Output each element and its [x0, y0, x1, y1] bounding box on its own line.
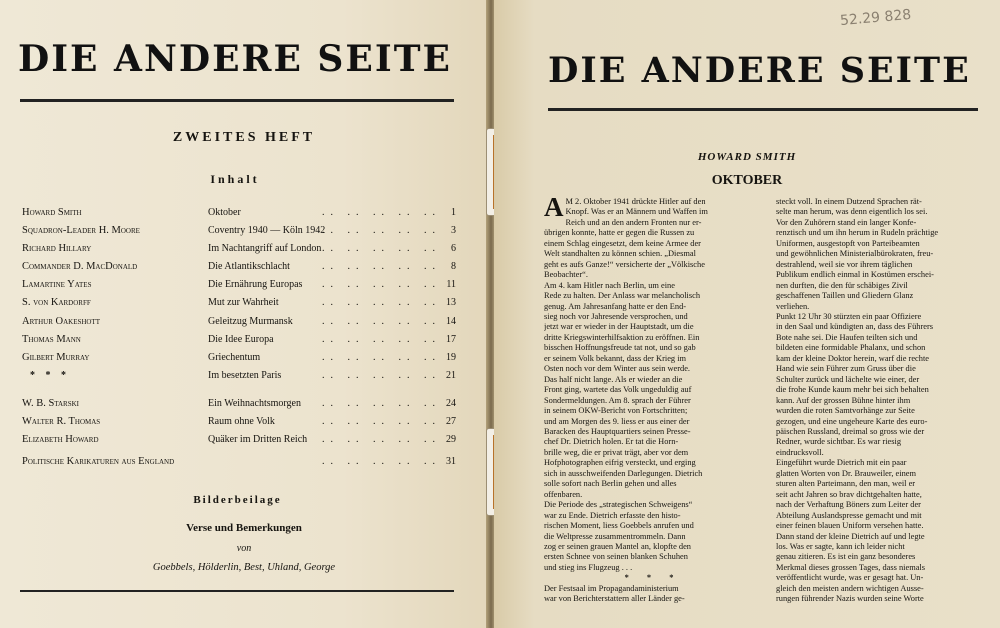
article-line-text: chef Dr. Dietrich holen. Er tat die Horn- — [544, 437, 679, 447]
supplement-heading: Bilderbeilage — [193, 494, 282, 506]
article-line-text: brille weg, die er privat trägt, aber vor dem — [544, 447, 689, 457]
toc-row — [22, 370, 462, 398]
toc-title: Raum ohne Volk — [208, 415, 275, 427]
article-line — [544, 375, 762, 385]
article-line — [544, 281, 762, 291]
article-title: OKTOBER — [711, 173, 783, 188]
article-line — [544, 437, 762, 447]
article-line-text: Abteilung Auslandspresse gemacht und mit — [776, 510, 922, 520]
article-line-text: kann. Auf der grossen Bühne hinter ihm — [776, 395, 911, 405]
masthead-rule — [548, 108, 978, 111]
toc-page-number: 21 — [446, 369, 456, 381]
article-line-text: übrigen konnte, hatte er gegen die Russen zu — [544, 228, 695, 238]
masthead-rule — [20, 99, 454, 102]
article-line — [776, 228, 994, 238]
toc-row — [22, 207, 462, 225]
toc-leader-dots: .. .. .. .. .. — [322, 397, 441, 409]
article-line — [776, 563, 994, 573]
article-line — [776, 312, 994, 322]
article-line-text: zog er seinen grauen Mantel an, klopfte den — [544, 541, 691, 551]
toc-row — [22, 225, 462, 243]
article-line-text: solle sofort nach Berlin gehen und alles — [544, 479, 677, 489]
article-line-text: war von Berichterstattern aller Länder ge- — [544, 594, 685, 604]
toc-leader-dots: .. .. .. .. .. — [322, 297, 441, 309]
article-line — [776, 239, 994, 249]
article-line-text: die frohe Kunde kaum mehr bei sich behalten — [776, 385, 929, 395]
article-line — [776, 343, 994, 353]
article-line — [566, 207, 763, 217]
toc-author: Walter R. Thomas — [22, 415, 101, 427]
table-of-contents — [22, 207, 462, 474]
article-line — [544, 479, 762, 489]
toc-title: Ein Weihnachtsmorgen — [208, 397, 301, 409]
toc-author: Elizabeth Howard — [22, 434, 99, 446]
toc-page-number: 13 — [446, 297, 456, 309]
article-line — [544, 552, 762, 562]
toc-leader-dots: .. .. .. .. .. — [322, 333, 441, 345]
toc-row — [22, 261, 462, 279]
toc-row — [22, 279, 462, 297]
masthead: DIE ANDERE SEITE — [18, 38, 452, 80]
toc-leader-dots: .. .. .. .. .. — [322, 415, 441, 427]
article-line-text: Reich und an den andern Fronten nur er- — [565, 217, 702, 227]
article-line-text: wurden die roten Samtvorhänge zur Seite — [776, 406, 915, 416]
toc-page-number: 17 — [446, 333, 456, 345]
toc-row — [22, 243, 462, 261]
article-line-text: genug. Am Jahresanfang hatte er den End- — [544, 301, 687, 311]
article-line — [544, 469, 762, 479]
article-line — [544, 385, 762, 395]
article-line-text: seit acht Jahren so brav dichtgehalten hatte, — [776, 489, 922, 499]
article-line — [776, 364, 994, 374]
article-line-text: einem Schlag eingesetzt, dem keine Armee der — [544, 238, 701, 248]
article-line-text: M 2. Oktober 1941 drückte Hitler auf den — [565, 197, 706, 206]
toc-title: Die Ernährung Europas — [208, 279, 303, 291]
article-line — [776, 354, 994, 364]
article-line-text: nen durften, die den für schäbiges Zivil — [776, 280, 908, 290]
article-line-text: geht es aufs Ganze!“ versicherte der „Völkische — [544, 259, 705, 269]
article-line-text: kam der kleine Doktor herein, warf die rechte — [776, 353, 930, 363]
toc-author: Lamartine Yates — [22, 279, 92, 291]
article-line-text: sieg noch vor Jahresende versprochen, und — [544, 311, 688, 321]
toc-author: Gilbert Murray — [22, 351, 90, 363]
article-line-text: * * * — [624, 573, 682, 583]
article-line-text: veröffentlicht wurde, was er gesagt hat. Un- — [776, 573, 924, 583]
article-line — [544, 490, 762, 500]
toc-title: Coventry 1940 — Köln 1942 — [208, 225, 326, 237]
toc-page-number: 19 — [446, 351, 456, 363]
toc-row — [22, 352, 462, 370]
article-line — [776, 197, 994, 207]
toc-title: Mut zur Wahrheit — [208, 297, 279, 309]
bottom-rule — [20, 590, 454, 592]
article-line — [544, 228, 762, 238]
article-line-text: Der Festsaal im Propagandaministerium — [544, 583, 679, 593]
toc-leader-dots: .. .. .. .. .. — [322, 434, 441, 446]
article-line — [776, 291, 994, 301]
article-line-text: dritte Kriegswinterhilfsaktion zu eröffnen. Ein — [544, 332, 700, 342]
article-line-text: rischen Moment, liess Goebbels anrufen und — [544, 521, 694, 531]
article-line — [776, 270, 994, 280]
article-line — [776, 532, 994, 542]
article-line-text: Dann stand der kleine Dietrich auf und legte — [776, 531, 925, 541]
toc-leader-dots: .. .. .. .. .. — [322, 225, 441, 237]
article-line-text: ersten Schnee von seinen blanken Schuhen — [544, 552, 688, 562]
article-line — [776, 396, 994, 406]
article-line-text: offenbaren. — [544, 489, 583, 499]
article-line-text: Schulter zurück und lächelte wie einer, der — [776, 374, 920, 384]
toc-title: Im Nachtangriff auf London — [208, 243, 322, 255]
left-page — [0, 0, 488, 628]
article-line — [544, 417, 762, 427]
article-line — [544, 521, 762, 531]
article-line — [776, 490, 994, 500]
article-line-text: Uniformen, ausgestopft von Parteibeamten — [776, 238, 920, 248]
toc-page-number: 11 — [446, 279, 456, 291]
toc-leader-dots: .. .. .. .. .. — [322, 369, 441, 381]
toc-title: Geleitzug Murmansk — [208, 315, 293, 327]
toc-author: W. B. Starski — [22, 397, 80, 409]
article-line-text: glatten Worten von Dr. Brauweiler, einem — [776, 468, 917, 478]
pencil-note: 52.29 828 — [839, 6, 912, 30]
article-line — [776, 333, 994, 343]
drop-cap: A — [544, 192, 564, 222]
toc-author: S. von Kardorff — [22, 297, 91, 309]
article-line-text: bildeten eine formidable Phalanx, und schon — [776, 343, 926, 353]
article-line — [776, 437, 994, 447]
toc-title: Im besetzten Paris — [208, 369, 282, 381]
article-line-text: Front ging, wartete das Volk ungeduldig auf — [544, 385, 692, 395]
toc-leader-dots: .. .. .. .. .. — [322, 261, 441, 273]
article-line — [776, 552, 994, 562]
toc-page-number: 3 — [451, 225, 456, 237]
article-line-text: Welt standhalten zu können schien. „Diesmal — [544, 249, 696, 259]
toc-row — [22, 434, 462, 452]
toc-author: Politische Karikaturen aus England — [22, 456, 175, 468]
article-line-text: war zu Ende. Dietrich erfasste den histo- — [544, 510, 681, 520]
article-line-text: Eingeführt wurde Dietrich mit ein paar — [776, 458, 907, 468]
article-line — [544, 458, 762, 468]
toc-title: Oktober — [208, 207, 241, 218]
toc-author: Richard Hillary — [22, 243, 92, 255]
toc-row — [22, 334, 462, 352]
article-line — [776, 322, 994, 332]
article-line-text: in seinem OKW-Bericht von Fortschritten; — [544, 406, 688, 416]
article-line — [544, 343, 762, 353]
toc-row — [22, 398, 462, 416]
article-line — [544, 364, 762, 374]
article-line — [544, 563, 762, 573]
toc-author: Howard Smith — [22, 207, 82, 218]
article-line-text: er seinem Volk bekannt, dass der Krieg im — [544, 353, 687, 363]
article-line — [544, 511, 762, 521]
toc-page-number: 27 — [446, 415, 456, 427]
article-line-text: destrahlend, weil sie vor ihrem täglichen — [776, 259, 913, 269]
article-line-text: jetzt war er wieder in der Hauptstadt, um die — [544, 322, 694, 332]
article-line-text: geschaffenen Taillen und Gliedern Glanz — [776, 291, 914, 301]
article-line — [776, 542, 994, 552]
toc-title: Griechentum — [208, 351, 261, 363]
toc-title: Die Atlantikschlacht — [208, 261, 290, 273]
toc-page-number: 31 — [446, 456, 456, 468]
toc-title: Die Idee Europa — [208, 333, 274, 345]
article-line — [566, 197, 763, 207]
right-page — [494, 0, 1000, 628]
toc-page-number: 29 — [446, 434, 456, 446]
article-line — [776, 302, 994, 312]
article-line-text: Bote nahe sei. Die Haufen teilten sich und — [776, 332, 918, 342]
article-line — [544, 406, 762, 416]
article-line-text: bisschen Hoffnungsfreude tat not, und so gab — [544, 343, 696, 353]
article-line-text: sturen alten Parteimann, den man, weil er — [776, 479, 916, 489]
toc-page-number: 6 — [451, 243, 456, 255]
article-line-text: gezogen, und eine ungeheure Karte des euro- — [776, 416, 928, 426]
article-line — [776, 207, 994, 217]
article-line-text: Hand wie sein Führer zum Gruss über die — [776, 364, 916, 374]
toc-leader-dots: .. .. .. .. .. — [322, 243, 441, 255]
article-line-text: Merkmal dieses grossen Tages, dass niemals — [776, 562, 926, 572]
article-line-text: und gewöhnlichen Ministerialbürokraten, freu- — [776, 249, 934, 259]
toc-title: Quäker im Dritten Reich — [208, 434, 308, 446]
toc-page-number: 1 — [451, 207, 456, 218]
article-line — [544, 260, 762, 270]
article-line-text: Punkt 12 Uhr 30 stürzten ein paar Offiziere — [776, 311, 922, 321]
toc-author: Thomas Mann — [22, 333, 81, 345]
article-line-text: Knopf. Was er an Männern und Waffen im — [565, 207, 708, 217]
toc-row — [22, 297, 462, 315]
article-line — [544, 322, 762, 332]
article-line — [544, 302, 762, 312]
article-line — [776, 260, 994, 270]
article-line — [544, 396, 762, 406]
article-line — [776, 427, 994, 437]
toc-author: Arthur Oakeshott — [22, 315, 101, 327]
toc-leader-dots: .. .. .. .. .. — [322, 207, 441, 218]
toc-page-number: 8 — [451, 261, 456, 273]
article-line-text: rungen führender Nazis wurden seine Worte — [776, 594, 924, 604]
article-line — [776, 385, 994, 395]
article-line — [776, 573, 994, 583]
article-line — [776, 584, 994, 594]
article-line — [544, 594, 762, 604]
article-line-text: Beobachter“. — [544, 270, 588, 280]
article-line — [776, 500, 994, 510]
article-line-text: und stieg ins Flugzeug . . . — [544, 562, 633, 572]
toc-leader-dots: .. .. .. .. .. — [322, 351, 441, 363]
toc-row — [22, 456, 462, 474]
article-line-text: renztisch und um ihn herum in Rudeln prächtige — [776, 228, 939, 238]
article-line-text: in den Saal und kündigten an, dass des Führers — [776, 322, 934, 332]
toc-page-number: 14 — [446, 315, 456, 327]
contents-heading: Inhalt — [210, 172, 260, 186]
toc-row — [22, 316, 462, 334]
article-line-text: steckt voll. In einem Dutzend Sprachen rät- — [776, 197, 922, 206]
article-line — [544, 573, 762, 583]
article-line-text: genau zitieren. Es ist ein ganz besonderes — [776, 552, 916, 562]
article-line-text: Am 4. kam Hitler nach Berlin, um eine — [544, 280, 675, 290]
article-line-text: Vor den Zuhörern stand ein langer Konfe- — [776, 217, 917, 227]
article-line-text: sich in ausschweifenden Darlegungen. Dietrich — [544, 468, 703, 478]
article-line — [544, 270, 762, 280]
article-line-text: Rede zu halten. Der Anlass war melancholisch — [544, 291, 701, 301]
toc-row — [22, 416, 462, 434]
article-line — [776, 521, 994, 531]
article-line — [544, 448, 762, 458]
article-line — [544, 239, 762, 249]
article-line-text: einer feinen blauen Uniform versehen hatte. — [776, 521, 924, 531]
article-line-text: und am Morgen des 9. liess er aus einer der — [544, 416, 690, 426]
toc-leader-dots: .. .. .. .. .. — [322, 279, 441, 291]
toc-leader-dots: .. .. .. .. .. — [322, 315, 441, 327]
toc-leader-dots: .. .. .. .. .. — [322, 456, 441, 468]
article-line-text: Baracken des Hauptquartiers seinen Presse- — [544, 426, 691, 436]
article-line — [776, 249, 994, 259]
article-line — [776, 218, 994, 228]
article-line — [544, 584, 762, 594]
article-line — [776, 594, 994, 604]
article-line-text: Publikum endlich einmal in Kostümen erschei- — [776, 270, 934, 280]
article-line — [544, 333, 762, 343]
poets-list: Goebbels, Hölderlin, Best, Uhland, George — [152, 562, 336, 573]
article-line — [776, 511, 994, 521]
article-line — [544, 542, 762, 552]
masthead: DIE ANDERE SEITE — [548, 50, 971, 91]
article-column-2 — [776, 197, 994, 605]
article-line — [776, 469, 994, 479]
article-line — [776, 458, 994, 468]
article-line — [566, 218, 763, 228]
article-line-text: Redner, wurde sichtbar. Es war riesig — [776, 437, 902, 447]
article-line — [776, 281, 994, 291]
toc-author: Commander D. MacDonald — [22, 261, 138, 273]
article-line — [776, 406, 994, 416]
article-line-text: eindrucksvoll. — [776, 447, 824, 457]
article-line-text: gleich den meisten andern wichtigen Ausse- — [776, 583, 924, 593]
verse-heading: Verse und Bemerkungen — [186, 522, 302, 534]
article-line — [544, 249, 762, 259]
toc-page-number: 24 — [446, 397, 456, 409]
article-line-text: päischen Russland, dreimal so gross wie der — [776, 426, 925, 436]
article-line — [776, 375, 994, 385]
article-line-text: Das half nicht lange. Als er wieder an die — [544, 374, 683, 384]
article-line — [776, 479, 994, 489]
article-line — [544, 312, 762, 322]
article-line-text: Hofphotographen eifrig versteckt, und erging — [544, 458, 696, 468]
article-line — [776, 417, 994, 427]
article-line-text: Osten noch vor dem Winter aus sein werde. — [544, 364, 691, 374]
article-line — [776, 448, 994, 458]
article-line-text: die Weltpresse zusammentrommeln. Dann — [544, 531, 686, 541]
toc-author: Squadron-Leader H. Moore — [22, 225, 140, 237]
article-column-1 — [544, 192, 762, 605]
von-label: von — [236, 543, 252, 554]
article-line-text: nach der Verhaftung Böners zum Leiter der — [776, 500, 921, 510]
article-line-text: selte man herum, was denn eigentlich los sei. — [776, 207, 928, 217]
article-line-text: Sondermeldungen. Am 8. sprach der Führer — [544, 395, 691, 405]
article-line-text: los. Was er sagte, kann ich leider nicht — [776, 541, 905, 551]
toc-author: * * * — [30, 369, 70, 381]
article-line — [544, 532, 762, 542]
article-line — [544, 354, 762, 364]
issue-title: ZWEITES HEFT — [172, 130, 316, 145]
article-byline: HOWARD SMITH — [697, 151, 797, 163]
article-line — [544, 427, 762, 437]
article-line — [544, 291, 762, 301]
article-line-text: Die Periode des „strategischen Schweigens“ — [544, 500, 693, 510]
article-line-text: verliehen. — [776, 301, 810, 311]
article-line — [544, 500, 762, 510]
